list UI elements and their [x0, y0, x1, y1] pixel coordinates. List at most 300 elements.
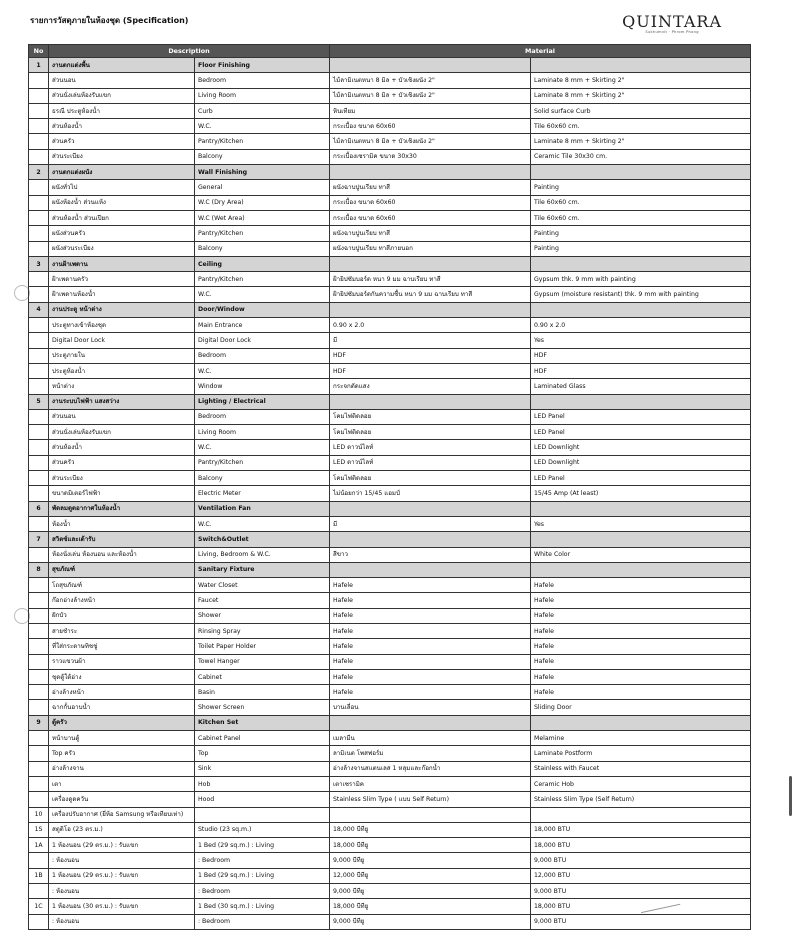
scrollbar-thumb[interactable] [789, 776, 792, 816]
cell-material-english: Painting [531, 241, 751, 256]
cell-material-thai: ฝ้ายิปซัมบอร์ด หนา 9 มม ฉาบเรียบ ทาสี [330, 272, 531, 287]
cell-description-english: Living Room [195, 88, 330, 103]
cell-no: 8 [29, 562, 49, 577]
table-row [29, 746, 751, 761]
cell-material-thai [330, 501, 531, 516]
cell-material-english: 12,000 BTU [531, 868, 751, 883]
cell-description-english: Cabinet Panel [195, 731, 330, 746]
cell-no [29, 440, 49, 455]
cell-material-thai: LED ดาวน์ไลท์ [330, 440, 531, 455]
cell-description-english: Ventilation Fan [195, 501, 330, 516]
section-row [29, 302, 751, 317]
cell-material-thai: หินเทียม [330, 103, 531, 118]
cell-description-english: Shower Screen [195, 700, 330, 715]
cell-material-english: Laminate Postform [531, 746, 751, 761]
cell-no [29, 88, 49, 103]
cell-material-english: Hafele [531, 578, 751, 593]
cell-description-english: Balcony [195, 241, 330, 256]
cell-material-thai: กระจกตัดแสง [330, 379, 531, 394]
cell-description-thai: ที่ใส่กระดาษทิชชู่ [49, 639, 195, 654]
cell-description-english: Switch&Outlet [195, 532, 330, 547]
cell-material-english: Laminate 8 mm + Skirting 2" [531, 88, 751, 103]
cell-material-thai: LED ดาวน์ไลท์ [330, 455, 531, 470]
table-row [29, 516, 751, 531]
cell-material-thai: ไม้ลามิเนตหนา 8 มิล + บัวเชิงผนัง 2" [330, 134, 531, 149]
cell-description-english: 1 Bed (29 sq.m.) : Living [195, 838, 330, 853]
cell-material-english: LED Panel [531, 425, 751, 440]
cell-material-thai [330, 715, 531, 730]
table-row [29, 884, 751, 899]
cell-material-thai: ไม่น้อยกว่า 15/45 แอมป์ [330, 486, 531, 501]
cell-material-english: Solid surface Curb [531, 103, 751, 118]
cell-material-english [531, 394, 751, 409]
cell-description-english: Floor Finishing [195, 58, 330, 73]
table-row [29, 838, 751, 853]
cell-description-thai: งานประตู หน้าต่าง [49, 302, 195, 317]
table-row [29, 88, 751, 103]
cell-material-english: Laminate 8 mm + Skirting 2" [531, 134, 751, 149]
cell-no [29, 471, 49, 486]
cell-material-thai [330, 532, 531, 547]
cell-no [29, 241, 49, 256]
cell-material-thai: โคมไฟติดลอย [330, 471, 531, 486]
table-row [29, 195, 751, 210]
cell-no [29, 226, 49, 241]
cell-no [29, 119, 49, 134]
cell-material-thai: Hafele [330, 608, 531, 623]
table-row [29, 623, 751, 638]
cell-description-thai: ส่วนนอน [49, 73, 195, 88]
cell-material-english: 9,000 BTU [531, 914, 751, 929]
cell-description-thai: ผนังส่วนครัว [49, 226, 195, 241]
cell-description-thai: ผนังส่วนระเบียง [49, 241, 195, 256]
cell-no: 6 [29, 501, 49, 516]
cell-no [29, 379, 49, 394]
section-row [29, 256, 751, 271]
cell-material-english: 18,000 BTU [531, 899, 751, 914]
cell-material-english: Hafele [531, 685, 751, 700]
cell-description-english: Pantry/Kitchen [195, 134, 330, 149]
cell-no [29, 547, 49, 562]
cell-description-thai: ตู้ครัว [49, 715, 195, 730]
cell-description-english: : Bedroom [195, 914, 330, 929]
cell-description-english: W.C (Wet Area) [195, 210, 330, 225]
section-row [29, 715, 751, 730]
cell-description-english: Pantry/Kitchen [195, 226, 330, 241]
cell-material-english [531, 715, 751, 730]
cell-material-thai: Hafele [330, 623, 531, 638]
table-row [29, 409, 751, 424]
cell-description-thai: Top ครัว [49, 746, 195, 761]
cell-material-thai [330, 165, 531, 180]
cell-description-thai: ผนังทั่วไป [49, 180, 195, 195]
table-row [29, 486, 751, 501]
cell-description-english: Window [195, 379, 330, 394]
cell-description-english: Ceiling [195, 256, 330, 271]
cell-material-thai: โคมไฟติดลอย [330, 409, 531, 424]
cell-material-thai: เมลามีน [330, 731, 531, 746]
cell-material-english: Ceramic Tile 30x30 cm. [531, 149, 751, 164]
cell-material-english [531, 807, 751, 822]
cell-no [29, 669, 49, 684]
cell-no: 1B [29, 868, 49, 883]
table-row [29, 287, 751, 302]
cell-description-english: Balcony [195, 149, 330, 164]
cell-description-thai: ห้องน้ำ [49, 516, 195, 531]
cell-material-thai: 0.90 x 2.0 [330, 318, 531, 333]
table-row [29, 608, 751, 623]
cell-no: 7 [29, 532, 49, 547]
cell-description-thai: ส่วนนั่งเล่นห้องรับแขก [49, 425, 195, 440]
cell-description-english: Pantry/Kitchen [195, 455, 330, 470]
cell-description-thai: ประตูภายใน [49, 348, 195, 363]
cell-material-thai: Hafele [330, 578, 531, 593]
cell-material-english: Hafele [531, 639, 751, 654]
cell-description-thai: ประตูห้องน้ำ [49, 363, 195, 378]
cell-no [29, 578, 49, 593]
cell-description-english: Curb [195, 103, 330, 118]
cell-description-english: Shower [195, 608, 330, 623]
cell-description-thai: 1 ห้องนอน (30 ตร.ม.) : รับแขก [49, 899, 195, 914]
cell-description-english: 1 Bed (29 sq.m.) : Living [195, 868, 330, 883]
cell-description-english: Door/Window [195, 302, 330, 317]
cell-description-thai: : ห้องนอน [49, 884, 195, 899]
cell-no: 5 [29, 394, 49, 409]
table-row [29, 578, 751, 593]
cell-no [29, 73, 49, 88]
cell-description-thai: ส่วนนอน [49, 409, 195, 424]
cell-description-thai: โถสุขภัณฑ์ [49, 578, 195, 593]
cell-no: 10 [29, 807, 49, 822]
cell-description-thai: ส่วนนั่งเล่นห้องรับแขก [49, 88, 195, 103]
cell-material-thai: 9,000 บีทียู [330, 853, 531, 868]
table-row [29, 853, 751, 868]
cell-description-thai: ส่วนห้องน้ำ [49, 119, 195, 134]
table-header-row [29, 45, 751, 58]
cell-description-english: Faucet [195, 593, 330, 608]
cell-no [29, 318, 49, 333]
cell-description-english: Toilet Paper Holder [195, 639, 330, 654]
table-row [29, 180, 751, 195]
cell-material-english: Stainless with Faucet [531, 761, 751, 776]
table-row [29, 73, 751, 88]
table-row [29, 899, 751, 914]
cell-description-thai: สุขภัณฑ์ [49, 562, 195, 577]
cell-material-thai: กระเบื้อง ขนาด 60x60 [330, 195, 531, 210]
cell-description-english: Pantry/Kitchen [195, 272, 330, 287]
cell-description-thai: ธรณี ประตูห้องน้ำ [49, 103, 195, 118]
cell-description-thai: ส่วนห้องน้ำ ส่วนเปียก [49, 210, 195, 225]
cell-no [29, 608, 49, 623]
cell-material-thai: Hafele [330, 654, 531, 669]
cell-no [29, 685, 49, 700]
cell-no [29, 272, 49, 287]
cell-description-thai: หน้าบานตู้ [49, 731, 195, 746]
table-row [29, 318, 751, 333]
cell-material-english: 15/45 Amp (At least) [531, 486, 751, 501]
section-row [29, 58, 751, 73]
table-row [29, 914, 751, 929]
table-row [29, 669, 751, 684]
cell-material-thai [330, 562, 531, 577]
cell-material-english: Painting [531, 180, 751, 195]
cell-description-thai: เครื่องดูดควัน [49, 792, 195, 807]
cell-description-english: Electric Meter [195, 486, 330, 501]
cell-description-english: Cabinet [195, 669, 330, 684]
cell-description-english: W.C. [195, 287, 330, 302]
cell-material-english: LED Downlight [531, 455, 751, 470]
cell-material-english [531, 501, 751, 516]
cell-description-english: 1 Bed (30 sq.m.) : Living [195, 899, 330, 914]
cell-material-english [531, 58, 751, 73]
cell-description-thai: ฝักบัว [49, 608, 195, 623]
cell-material-thai: Stainless Slim Type ( แบบ Self Return) [330, 792, 531, 807]
table-row [29, 134, 751, 149]
cell-no [29, 409, 49, 424]
cell-material-thai: 18,000 บีทียู [330, 838, 531, 853]
cell-material-thai: กระเบื้อง ขนาด 60x60 [330, 210, 531, 225]
cell-no [29, 746, 49, 761]
cell-no: 9 [29, 715, 49, 730]
cell-no [29, 348, 49, 363]
table-row [29, 807, 751, 822]
cell-description-english: Studio (23 sq.m.) [195, 822, 330, 837]
cell-description-english: Sink [195, 761, 330, 776]
table-row [29, 226, 751, 241]
cell-material-thai: Hafele [330, 669, 531, 684]
cell-material-english: 18,000 BTU [531, 838, 751, 853]
table-row [29, 333, 751, 348]
cell-no: 2 [29, 165, 49, 180]
table-row [29, 471, 751, 486]
cell-material-thai: ผนังฉาบปูนเรียบ ทาสี [330, 180, 531, 195]
cell-description-english: Sanitary Fixture [195, 562, 330, 577]
table-row [29, 241, 751, 256]
cell-material-english: Tile 60x60 cm. [531, 119, 751, 134]
cell-description-thai: ชุดตู้ใต้อ่าง [49, 669, 195, 684]
cell-description-english: W.C. [195, 119, 330, 134]
table-row [29, 149, 751, 164]
cell-description-thai: พัดลมดูดอากาศในห้องน้ำ [49, 501, 195, 516]
cell-no: 4 [29, 302, 49, 317]
cell-material-thai [330, 807, 531, 822]
logo-subtitle: Sukhumvit · Phrom Phong [645, 30, 699, 34]
cell-no [29, 761, 49, 776]
cell-description-english: Living Room [195, 425, 330, 440]
column-header-material: Material [330, 45, 751, 58]
cell-material-thai: ฝ้ายิปซัมบอร์ดกันความชื้น หนา 9 มม ฉาบเรียบ ทาสี [330, 287, 531, 302]
cell-no [29, 149, 49, 164]
cell-description-thai: สายชำระ [49, 623, 195, 638]
cell-no: 3 [29, 256, 49, 271]
cell-no [29, 287, 49, 302]
cell-description-thai: ส่วนระเบียง [49, 471, 195, 486]
cell-no: 1C [29, 899, 49, 914]
cell-material-english: 9,000 BTU [531, 884, 751, 899]
cell-material-english: LED Panel [531, 471, 751, 486]
cell-description-thai: ฝ้าเพดานห้องน้ำ [49, 287, 195, 302]
cell-description-thai: ส่วนครัว [49, 455, 195, 470]
cell-description-english: Towel Hanger [195, 654, 330, 669]
cell-description-thai: งานฝ้าเพดาน [49, 256, 195, 271]
cell-no [29, 103, 49, 118]
cell-material-english: Yes [531, 333, 751, 348]
cell-material-english: Hafele [531, 608, 751, 623]
table-row [29, 654, 751, 669]
cell-material-thai: HDF [330, 348, 531, 363]
table-row [29, 440, 751, 455]
cell-material-thai [330, 302, 531, 317]
table-row [29, 792, 751, 807]
table-row [29, 455, 751, 470]
cell-description-thai: Digital Door Lock [49, 333, 195, 348]
cell-no [29, 700, 49, 715]
cell-description-english: Lighting / Electrical [195, 394, 330, 409]
cell-description-english: W.C (Dry Area) [195, 195, 330, 210]
cell-description-thai: 1 ห้องนอน (29 ตร.ม.) : รับแขก [49, 838, 195, 853]
cell-material-thai: ผนังฉาบปูนเรียบ ทาสี [330, 226, 531, 241]
column-header-description: Description [49, 45, 330, 58]
table-body [29, 58, 751, 930]
cell-material-english: Ceramic Hob [531, 776, 751, 791]
cell-description-thai: ฉากกั้นอาบน้ำ [49, 700, 195, 715]
cell-material-english: Stainless Slim Type (Self Return) [531, 792, 751, 807]
cell-material-thai: 18,000 บีทียู [330, 899, 531, 914]
cell-material-english: 0.90 x 2.0 [531, 318, 751, 333]
cell-description-thai: ส่วนระเบียง [49, 149, 195, 164]
cell-description-thai: 1 ห้องนอน (29 ตร.ม.) : รับแขก [49, 868, 195, 883]
cell-material-thai: โคมไฟติดลอย [330, 425, 531, 440]
cell-description-english: Bedroom [195, 348, 330, 363]
cell-description-thai: อ่างล้างหน้า [49, 685, 195, 700]
cell-description-thai: ส่วนครัว [49, 134, 195, 149]
cell-material-thai: กระเบื้องเซรามิค ขนาด 30x30 [330, 149, 531, 164]
cell-material-thai: กระเบื้อง ขนาด 60x60 [330, 119, 531, 134]
cell-material-english: Hafele [531, 593, 751, 608]
cell-description-thai: ประตูทางเข้าห้องชุด [49, 318, 195, 333]
cell-description-english: Wall Finishing [195, 165, 330, 180]
cell-no [29, 639, 49, 654]
cell-no [29, 792, 49, 807]
cell-description-thai: งานระบบไฟฟ้า แสงสว่าง [49, 394, 195, 409]
cell-description-english [195, 807, 330, 822]
cell-description-thai: ห้องนั่งเล่น ห้องนอน และห้องน้ำ [49, 547, 195, 562]
cell-material-thai [330, 256, 531, 271]
table-row [29, 700, 751, 715]
cell-description-english: General [195, 180, 330, 195]
cell-no [29, 333, 49, 348]
table-row [29, 103, 751, 118]
cell-description-thai: : ห้องนอน [49, 914, 195, 929]
cell-material-thai: มี [330, 516, 531, 531]
column-header-no: No [29, 45, 49, 58]
table-row [29, 379, 751, 394]
cell-no [29, 731, 49, 746]
cell-material-thai: ไม้ลามิเนตหนา 8 มิล + บัวเชิงผนัง 2" [330, 88, 531, 103]
cell-material-thai: เตาเซรามิค [330, 776, 531, 791]
cell-material-english: Tile 60x60 cm. [531, 195, 751, 210]
cell-material-english [531, 165, 751, 180]
cell-no [29, 486, 49, 501]
table-row [29, 363, 751, 378]
cell-description-english: Digital Door Lock [195, 333, 330, 348]
table-row [29, 822, 751, 837]
table-row [29, 761, 751, 776]
table-row [29, 119, 751, 134]
cell-material-thai: ลามิเนต โพสฟอร์ม [330, 746, 531, 761]
cell-description-english: Bedroom [195, 73, 330, 88]
cell-description-english: Kitchen Set [195, 715, 330, 730]
cell-material-thai: บานเลื่อน [330, 700, 531, 715]
cell-no [29, 210, 49, 225]
cell-description-english: W.C. [195, 516, 330, 531]
cell-material-english: LED Panel [531, 409, 751, 424]
cell-description-thai: ขนาดมิเตอร์ไฟฟ้า [49, 486, 195, 501]
cell-no [29, 363, 49, 378]
cell-description-thai: ราวแขวนผ้า [49, 654, 195, 669]
cell-material-english: Tile 60x60 cm. [531, 210, 751, 225]
cell-material-english: Gypsum thk. 9 mm with painting [531, 272, 751, 287]
cell-description-english: : Bedroom [195, 884, 330, 899]
cell-material-english: LED Downlight [531, 440, 751, 455]
cell-no [29, 914, 49, 929]
cell-material-english: Hafele [531, 669, 751, 684]
cell-no [29, 516, 49, 531]
cell-material-english: Hafele [531, 654, 751, 669]
table-row [29, 685, 751, 700]
table-row [29, 348, 751, 363]
logo-name: QUINTARA [622, 12, 722, 31]
cell-material-thai: 9,000 บีทียู [330, 884, 531, 899]
cell-no [29, 455, 49, 470]
cell-material-thai: Hafele [330, 593, 531, 608]
cell-material-thai: HDF [330, 363, 531, 378]
cell-material-thai: Hafele [330, 685, 531, 700]
cell-description-english: Hob [195, 776, 330, 791]
page-title: รายการวัสดุภายในห้องชุด (Specification) [30, 16, 189, 25]
cell-no: 1A [29, 838, 49, 853]
cell-material-english [531, 532, 751, 547]
cell-no [29, 654, 49, 669]
cell-description-english: Balcony [195, 471, 330, 486]
quintara-logo [622, 12, 722, 34]
cell-description-thai: เตา [49, 776, 195, 791]
table-row [29, 776, 751, 791]
cell-no [29, 195, 49, 210]
cell-material-thai: 9,000 บีทียู [330, 914, 531, 929]
cell-material-english: HDF [531, 348, 751, 363]
cell-material-english: Sliding Door [531, 700, 751, 715]
cell-no [29, 623, 49, 638]
cell-material-english: Gypsum (moisture resistant) thk. 9 mm with painting [531, 287, 751, 302]
cell-description-english: Main Entrance [195, 318, 330, 333]
cell-material-thai: Hafele [330, 639, 531, 654]
cell-description-english: W.C. [195, 440, 330, 455]
cell-no: 1S [29, 822, 49, 837]
specification-table [28, 44, 751, 930]
cell-description-english: Water Closet [195, 578, 330, 593]
table-row [29, 731, 751, 746]
cell-description-thai: ผนังห้องน้ำ ส่วนแห้ง [49, 195, 195, 210]
cell-no [29, 180, 49, 195]
cell-no [29, 853, 49, 868]
table-row [29, 272, 751, 287]
cell-no [29, 884, 49, 899]
section-row [29, 394, 751, 409]
cell-description-thai: งานตกแต่งผนัง [49, 165, 195, 180]
section-row [29, 165, 751, 180]
cell-material-english [531, 302, 751, 317]
